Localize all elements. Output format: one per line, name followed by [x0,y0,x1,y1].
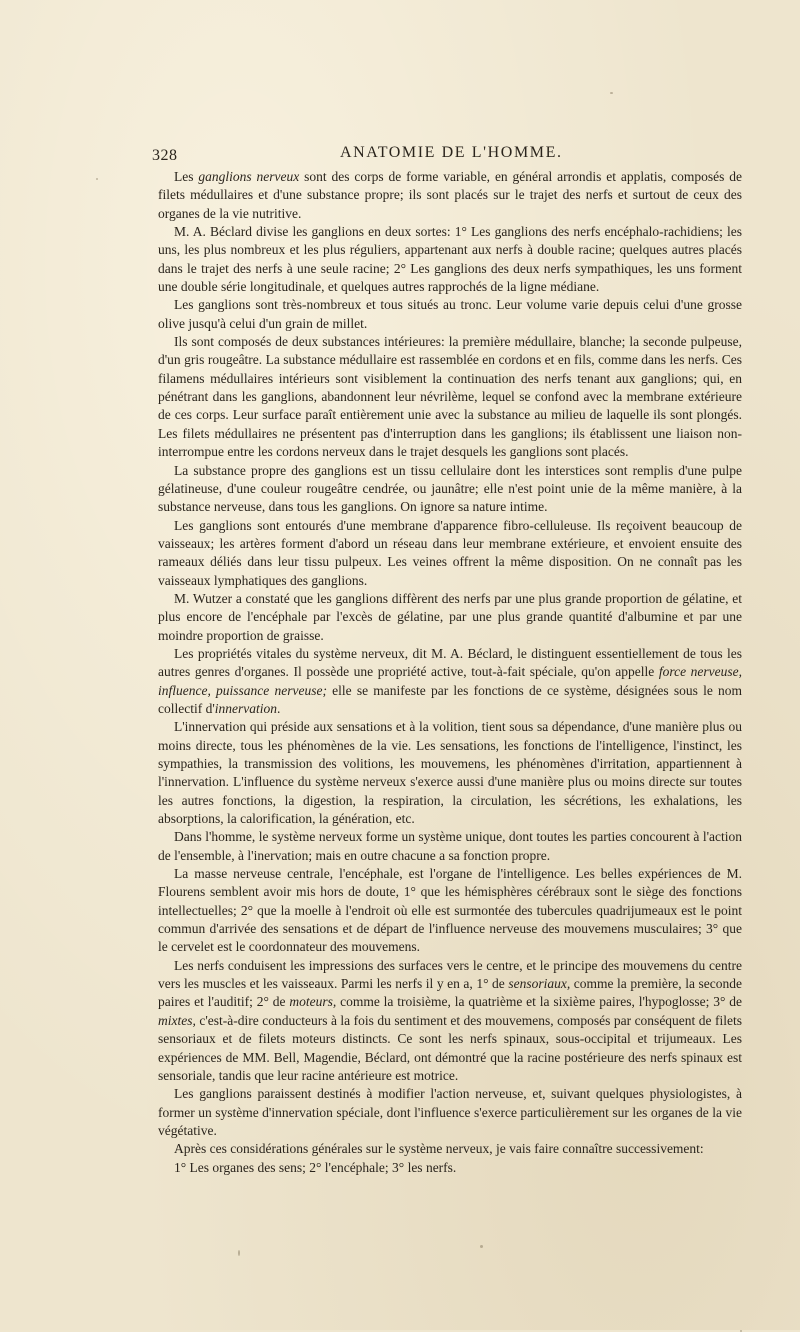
paragraph [158,590,742,645]
paragraph [158,223,742,296]
paper-speck [238,1250,240,1256]
text-run: sont des corps de forme variable, en général arrondis et applatis, composés de filets médullaires et d'une substance propre; ils sont placés sur le trajet des nerfs et surtout de ceux des organes de la vie nutritive. [158,169,742,221]
text-run: comme la première, la seconde paires et l'auditif; 2° de [158,976,743,1010]
paragraph [158,865,742,957]
paragraph [158,517,742,590]
text-run: Les propriétés vitales du système nerveux, dit M. A. Béclard, le distinguent essentiellement de tous les autres genres d'organes. Il possède une propriété active, tout-à-fait spéciale, qu'on appelle [158,645,742,680]
text-run: . [277,700,281,716]
running-head: ANATOMIE DE L'HOMME. [340,144,563,161]
paper-speck [480,1245,483,1248]
paper-speck [610,92,613,94]
paragraph [158,957,742,1085]
text-run: M. Wutzer a constaté que les ganglions diffèrent des nerfs par une plus grande proportion de gélatine, et plus encore de l'encéphale par l'excès de gélatine, par une plus grande quantité d'albumine et par une moindre proportion de graisse. [158,590,742,643]
paragraph [158,645,742,718]
body-text [158,168,742,1177]
text-run: c'est-à-dire conducteurs à la fois du sentiment et des mouvemens, composés par conséquent de filets sensoriaux et de filets moteurs distincts. Ce sont les nerfs spinaux, sous-occipital et trijumeaux. Les expériences de MM. Bell, Magendie, Béclard, ont démontré que la racine postérieure des nerfs spinaux est sensoriale, tandis que leur racine antérieure est motrice. [158,1012,742,1083]
text-run: elle se manifeste par les fonctions de ce système, désignées sous le nom collectif d' [158,682,743,716]
italic-term: sensoriaux, [508,976,571,992]
paragraph [158,168,742,223]
text-run: Dans l'homme, le système nerveux forme un système unique, dont toutes les parties concourent à l'action de l'ensemble, à l'inervation; mais en outre chacune a sa fonction propre. [158,829,742,863]
italic-term: moteurs, [289,994,337,1010]
text-run: L'innervation qui préside aux sensations et à la volition, tient sous sa dépendance, d'une manière plus ou moins directe, tous les phénomènes de la vie. Les sensations, les fonctions de l'intelligence, l'instinct, les sympathies, la transmission des volitions, les mouvemens, les phénomènes d'irritation, appartiennent à l'innervation. L'influence du système nerveux s'exerce aussi d'une manière plus ou moins directe sur toutes les autres fonctions, la digestion, la respiration, la circulation, les sécrétions, les exhalations, les absorptions, la calorification, la génération, etc. [158,719,742,827]
paragraph [158,1085,742,1140]
italic-term: innervation [214,700,278,716]
paragraph [158,296,742,333]
text-run: Les ganglions sont très-nombreux et tous situés au tronc. Leur volume varie depuis celui d'une grosse olive jusqu'à celui d'un grain de millet. [158,297,742,331]
closing-line: 1° Les organes des sens; 2° l'encéphale; 3° les nerfs. [174,1159,457,1175]
text-run: La masse nerveuse centrale, l'encéphale, est l'organe de l'intelligence. Les belles expériences de M. Flourens semblent avoir mis hors de doute, 1° que les hémisphères cérébraux sont le siège des fonctions intellectuelles; 2° que la moelle à l'endroit où elle est surmontée des tubercules quadrijumeaux est le point commun d'arrivée des sensations et de départ de l'influence nerveuse des mouvemens musculaires; 3° que le cervelet est le coordonnateur des mouvemens. [158,866,742,955]
text-run: comme la troisième, la quatrième et la sixième paires, l'hypoglosse; 3° de [336,994,742,1010]
text-run: Après ces considérations générales sur le système nerveux, je vais faire connaître successivement: [174,1141,704,1157]
text-run: Les ganglions paraissent destinés à modifier l'action nerveuse, et, suivant quelques physiologistes, à former un système d'innervation spéciale, dont l'influence s'exerce particulièrement sur les organes de la vie végétative. [158,1086,742,1138]
page-number: 328 [152,147,178,164]
text-run: Les nerfs conduisent les impressions des surfaces vers le centre, et le principe des mouvemens du centre vers les muscles et les vaisseaux. Parmi les nerfs il y en a, 1° de [158,957,742,992]
paragraph [158,718,742,828]
paper-speck [96,178,98,180]
text-run: Les [174,169,199,184]
paragraph [158,333,742,461]
paragraph [158,462,742,517]
paragraph [158,1140,742,1158]
italic-term: ganglions nerveux [198,169,300,184]
italic-term: force nerveuse, influence, puissance nerveuse; [158,664,742,698]
text-run: M. A. Béclard divise les ganglions en deux sortes: 1° Les ganglions des nerfs encéphalo-rachidiens; les uns, les plus nombreux et les plus réguliers, appartenant aux nerfs à double racine; quelques autres placés dans le trajet des nerfs à une seule racine; 2° Les ganglions des deux nerfs sympathiques, les uns forment une double série longitudinale, et quelques autres rapprochés de la ligne médiane. [158,224,742,295]
text-run: La substance propre des ganglions est un tissu cellulaire dont les interstices sont remplis d'une pulpe gélatineuse, d'une couleur rougeâtre cendrée, ou jaunâtre; elle n'est point unie de la même manière, à la substance nerveuse, dans tous les ganglions. On ignore sa nature intime. [158,462,742,515]
text-run: Ils sont composés de deux substances intérieures: la première médullaire, blanche; la seconde pulpeuse, d'un gris rougeâtre. La substance médullaire est rassemblée en cordons et en fils, comme dans les nerfs. Ces filamens médullaires intérieurs sont visiblement la continuation des nerfs tenant aux ganglions; qui, en pénétrant dans les ganglions, abandonnent leur névrilème, lequel se confond avec la membrane extérieure de ces corps. Leur surface paraît entièrement unie avec la substance au milieu de laquelle ils sont plongés. Les filets médullaires ne présentent pas d'interruption dans les ganglions; ils établissent une liaison non-interrompue entre les cordons nerveux dans le trajet desquels les ganglions sont placés. [158,334,742,460]
paragraph [158,828,742,865]
text-run: Les ganglions sont entourés d'une membrane d'apparence fibro-celluleuse. Ils reçoivent beaucoup de vaisseaux; les artères forment d'abord un réseau dans leur membrane extérieure, et envoient ensuite des rameaux déliés dans leur tissu pulpeux. Les veines offrent la même disposition. On ne connaît pas les vaisseaux lymphatiques des ganglions. [158,517,742,588]
italic-term: mixtes, [158,1012,196,1028]
